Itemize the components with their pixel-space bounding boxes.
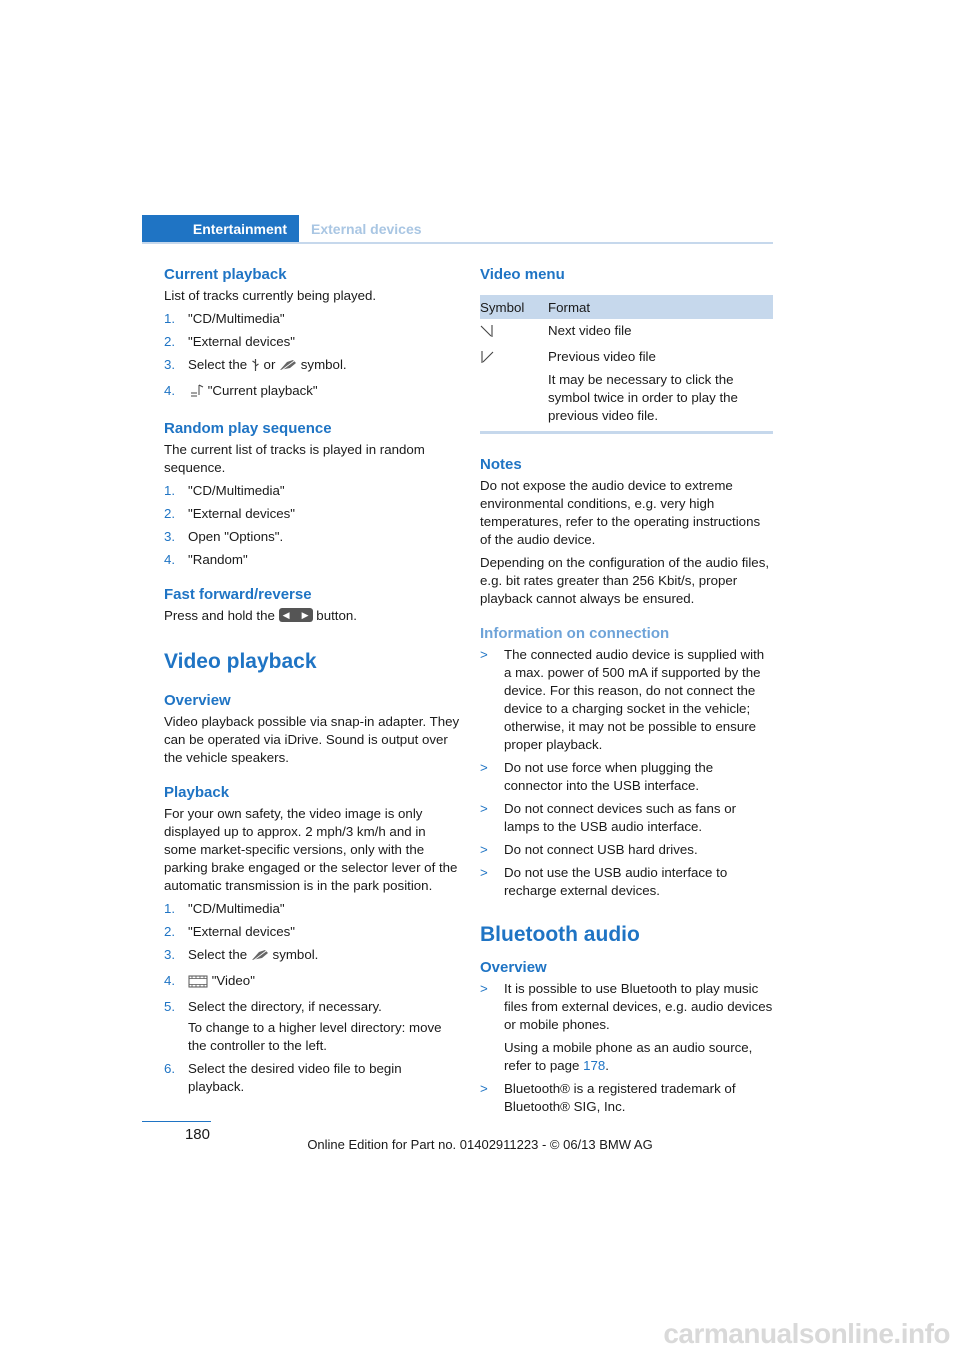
video-overview-text: Video playback possible via snap-in adapter. They can be operated via iDrive. Sound is output over the vehicle speakers. [164, 714, 460, 765]
list-item: 6. Select the desired video file to begin playback. [164, 1061, 402, 1094]
random-play-intro: The current list of tracks is played in random sequence. [164, 442, 425, 475]
bullet-item: > Do not connect devices such as fans or lamps to the USB audio interface. [480, 801, 737, 834]
table-row [480, 345, 773, 433]
subsection-tab: External devices [311, 221, 422, 237]
list-item: 4. "Current playback" [164, 382, 460, 403]
current-playback-steps [164, 310, 460, 403]
column-header-symbol: Symbol [480, 295, 548, 319]
playlist-icon [188, 384, 204, 403]
video-menu-heading: Video menu [480, 266, 565, 283]
list-item: 2. "External devices" [164, 506, 295, 521]
list-item: 1. "CD/Multimedia" [164, 901, 285, 916]
list-item: 3. Select the symbol. [164, 946, 460, 967]
connection-list [480, 646, 773, 900]
video-playback-steps [164, 900, 460, 1096]
list-item: 1. "CD/Multimedia" [164, 311, 285, 326]
notes-paragraph: Depending on the configuration of the audio files, e.g. bit rates greater than 256 Kbit/s, proper playback cannot always be ensured. [480, 555, 770, 606]
format-cell: Next video file [548, 323, 632, 338]
video-icon [188, 975, 208, 993]
column-header-format: Format [548, 295, 773, 319]
table-header-row [480, 295, 773, 319]
current-playback-heading: Current playback [164, 266, 287, 283]
video-overview-heading: Overview [164, 692, 231, 709]
page-number-rule [142, 1121, 211, 1122]
fast-forward-text: Press and hold the ◀ ▶ button. [164, 608, 357, 623]
notes-paragraph: Do not expose the audio device to extreme environmental conditions, e.g. very high temperatures, refer to the operating instructions of the audio device. [480, 478, 761, 547]
previous-track-icon [480, 350, 494, 369]
bullet-item: > Do not use force when plugging the connector into the USB interface. [480, 760, 714, 793]
edition-footer: Online Edition for Part no. 01402911223 - © 06/13 BMW AG [307, 1137, 653, 1152]
page-header [142, 215, 773, 244]
fast-forward-heading: Fast forward/reverse [164, 586, 312, 603]
bullet-item: > Do not use the USB audio interface to recharge external devices. [480, 865, 728, 898]
page-reference-link[interactable]: 178 [583, 1058, 606, 1073]
playback-text: For your own safety, the video image is only displayed up to approx. 2 mph/3 km/h and in some market-specific versions, only with the parking brake engaged or the selector lever of the automatic transmission is in the park position. [164, 806, 458, 893]
usb-icon [251, 358, 260, 377]
notes-heading: Notes [480, 456, 522, 473]
connection-heading: Information on connection [480, 625, 670, 642]
snap-in-adapter-icon [279, 358, 297, 377]
list-item-note: To change to a higher level directory: move the controller to the left. [188, 1020, 442, 1053]
random-play-steps [164, 482, 460, 569]
bullet-item: > It is possible to use Bluetooth to play music files from external devices, e.g. audio devices or mobile phones. Using a mobile phone as an audio source, refer to page 178. [480, 981, 773, 1073]
format-cell-note: It may be necessary to click the symbol twice in order to play the previous video file. [548, 372, 738, 423]
playback-heading: Playback [164, 784, 230, 801]
left-column [164, 266, 460, 1101]
list-item: 5. Select the directory, if necessary. [164, 999, 382, 1014]
bullet-item: > The connected audio device is supplied with a max. power of 500 mA if supported by the device. For this reason, do not connect the device to a charging socket in the vehicle; otherwise, it may not be possible to ensure proper playback. [480, 647, 765, 752]
video-playback-heading: Video playback [164, 650, 317, 673]
table-row [480, 319, 773, 345]
list-item: 2. "External devices" [164, 334, 295, 349]
list-item: 4. "Random" [164, 552, 248, 567]
bullet-item: > Bluetooth® is a registered trademark of Bluetooth® SIG, Inc. [480, 1081, 736, 1114]
section-tab: Entertainment [142, 215, 299, 242]
seek-button-icon: ◀ ▶ [279, 608, 313, 622]
list-item: 3. Open "Options". [164, 529, 284, 544]
snap-in-adapter-icon [251, 948, 269, 967]
list-item: 2. "External devices" [164, 924, 295, 939]
bluetooth-heading: Bluetooth audio [480, 923, 640, 946]
page-number: 180 [184, 1126, 210, 1143]
list-item: 3. Select the or symbol. [164, 356, 460, 377]
current-playback-intro: List of tracks currently being played. [164, 288, 377, 303]
random-play-heading: Random play sequence [164, 420, 332, 437]
watermark: carmanualsonline.info [663, 1318, 950, 1349]
list-item: 1. "CD/Multimedia" [164, 483, 285, 498]
video-menu-table [480, 295, 773, 434]
bluetooth-overview-heading: Overview [480, 959, 547, 976]
next-track-icon [480, 324, 494, 343]
format-cell: Previous video file It may be necessary to click the symbol twice in order to play the previous video file. [548, 345, 773, 433]
right-column [480, 266, 773, 1121]
list-item: 4. "Video" [164, 972, 460, 993]
bullet-note: Using a mobile phone as an audio source, refer to page 178. [504, 1040, 753, 1073]
bullet-item: > Do not connect USB hard drives. [480, 842, 698, 857]
